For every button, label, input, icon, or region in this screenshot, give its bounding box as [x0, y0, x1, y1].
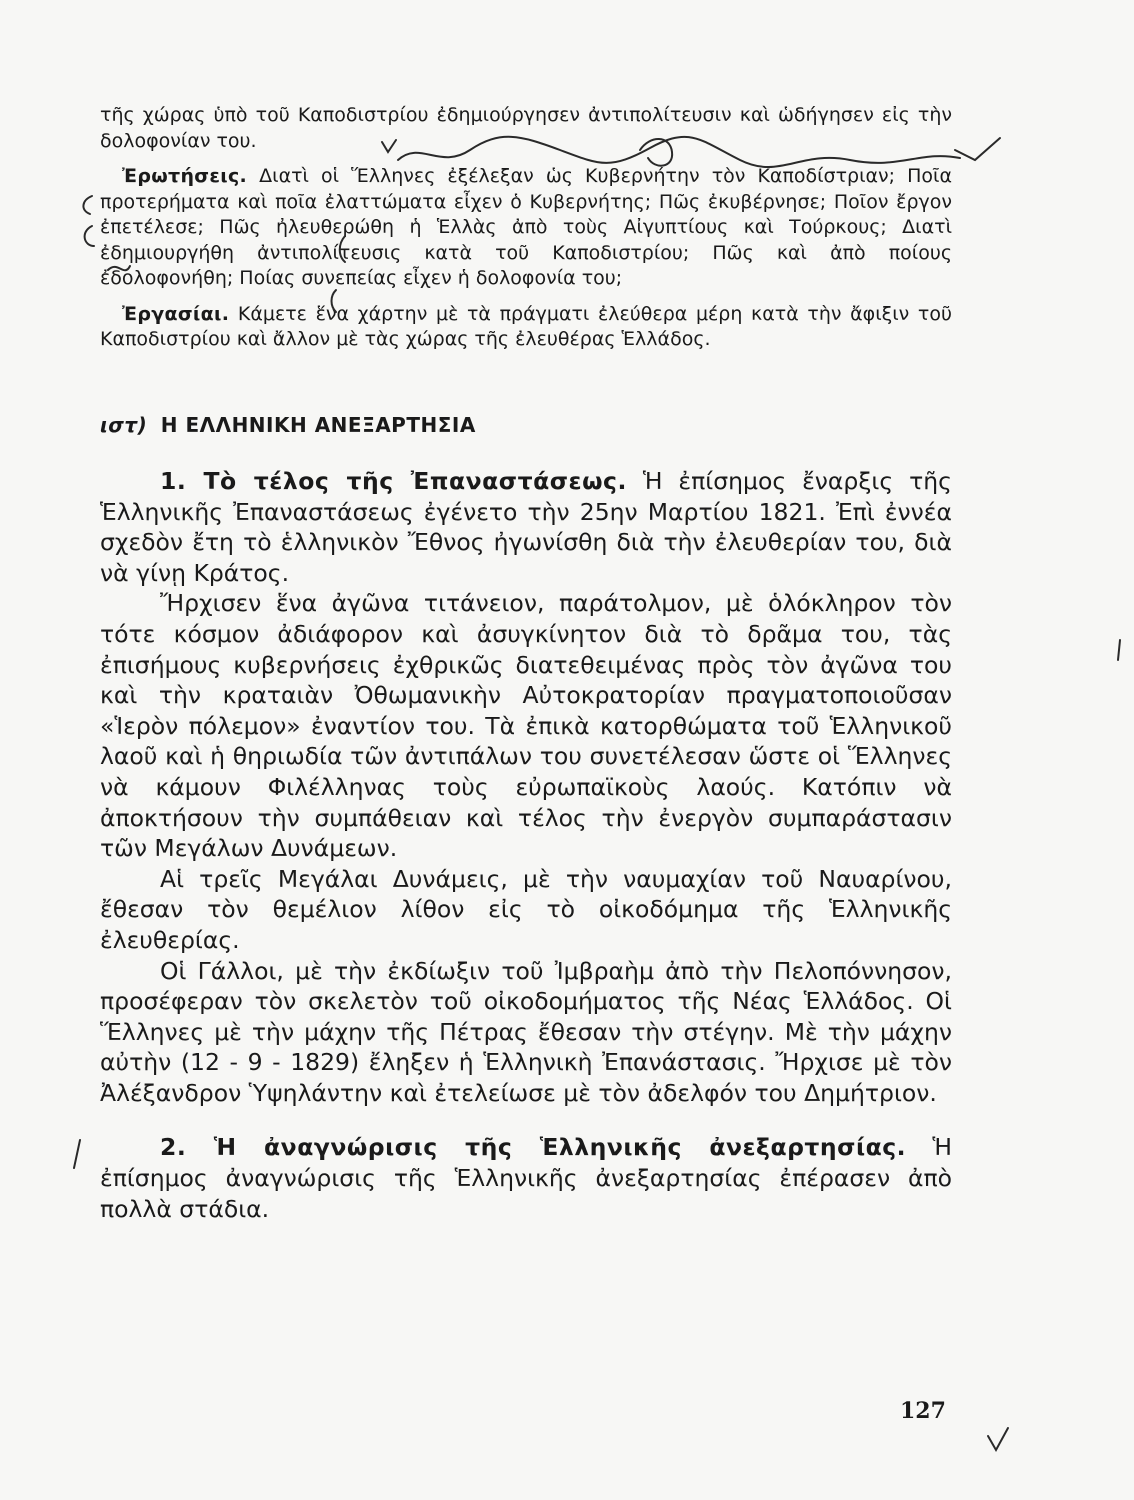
page-number: 127	[900, 1398, 946, 1424]
pencil-slash-margin	[74, 1140, 80, 1168]
pencil-mark-left-2	[85, 226, 94, 246]
pencil-tick-right	[1118, 640, 1120, 660]
pencil-scribble-top	[398, 137, 960, 167]
exercises-label: Ἐργασίαι.	[122, 302, 230, 325]
section1-p2: Ἤρχισεν ἕνα ἀγῶνα τιτάνειον, παράτολμον, μὲ ὁλόκληρον τὸν τότε κόσμον ἀδιάφορον καὶ ἀσυγκίνητον διὰ τὸ δρᾶμα του, τὰς ἐπισήμους κυβερνήσεις ἐχθρικῶς διατεθειμένας πρὸς τὸν ἀγῶνα του καὶ τὴν κραταιὰν Ὀθωμανικὴν Αὐτοκρατορίαν πραγματοποιοῦσαν «Ἱερὸν πόλεμον» ἐναντίον του. Τὰ ἐπικὰ κατορθώματα τοῦ Ἑλληνικοῦ λαοῦ καὶ ἡ θηριωδία τῶν ἀντιπάλων του συνετέλεσαν ὥστε οἱ Ἕλληνες νὰ κάμουν Φιλέλληνας τοὺς εὐρωπαϊκοὺς λαούς. Κατόπιν νὰ ἀποκτήσουν τὴν συμπάθειαν καὶ τέλος τὴν ἐνεργὸν συμπαράστασιν τῶν Μεγάλων Δυνάμεων.	[100, 589, 952, 863]
section2-text: Ἡ ἐπίσημος ἀναγνώρισις τῆς Ἑλληνικῆς ἀνεξαρτησίας ἐπέρασεν ἀπὸ πολλὰ στάδια.	[100, 1133, 952, 1223]
intro-text: τῆς χώρας ὑπὸ τοῦ Καποδιστρίου ἐδημιούργησεν ἀντιπολίτευσιν καὶ ὡδήγησεν εἰς τὴν δολοφονίαν του.	[100, 104, 952, 152]
exercises-text: Κάμετε ἕνα χάρτην μὲ τὰ πράγματι ἐλεύθερα μέρη κατὰ τὴν ἄφιξιν τοῦ Καποδιστρίου καὶ ἄλλον μὲ τὰς χώρας τῆς ἐλευθέρας Ἑλλάδος.	[100, 302, 952, 350]
pencil-check-bottom	[988, 1428, 1008, 1450]
section1-p4: Οἱ Γάλλοι, μὲ τὴν ἐκδίωξιν τοῦ Ἰμβραὴμ ἀπὸ τὴν Πελοπόννησον, προσέφεραν τὸν σκελετὸν τοῦ οἰκοδομήματος τῆς Νέας Ἑλλάδος. Οἱ Ἕλληνες μὲ τὴν μάχην τῆς Πέτρας ἔθεσαν τὴν στέγην. Μὲ τὴν μάχην αὐτὴν (12 - 9 - 1829) ἔληξεν ἡ Ἑλληνικὴ Ἐπανάστασις. Ἤρχισε μὲ τὸν Ἀλέξανδρον Ὑψηλάντην καὶ ἐτελείωσε μὲ τὸν ἀδελφόν του Δημήτριον.	[100, 956, 952, 1107]
chapter-title: Η ΕΛΛΗΝΙΚΗ ΑΝΕΞΑΡΤΗΣΙΑ	[160, 413, 476, 437]
section1-title: 1. Τὸ τέλος τῆς Ἐπαναστάσεως.	[160, 467, 627, 495]
pencil-bracket-1	[340, 236, 345, 262]
pencil-mark-questions-3	[108, 266, 130, 270]
section1-p1: Ἡ ἐπίσημος ἔναρξις τῆς Ἑλληνικῆς Ἐπαναστάσεως ἐγένετο τὴν 25ην Μαρτίου 1821. Ἐπὶ ἐννέα σχεδὸν ἔτη τὸ ἑλληνικὸν Ἔθνος ἠγωνίσθη διὰ τὴν ἐλευθερίαν του, διὰ νὰ γίνῃ Κράτος.	[100, 467, 952, 587]
pencil-check-intro	[382, 140, 396, 152]
questions-text: Διατὶ οἱ Ἕλληνες ἐξέλεξαν ὡς Κυβερνήτην τὸν Καποδίστριαν; Ποῖα προτερήματα καὶ ποῖα ἐλαττώματα εἶχεν ὁ Κυβερνήτης; Πῶς ἐκυβέρνησε; Ποῖον ἔργον ἐπετέλεσε; Πῶς ἠλευθερώθη ἡ Ἑλλὰς ἀπὸ τοὺς Αἰγυπτίους καὶ Τούρκους; Διατὶ ἐδημιουργήθη ἀντιπολίτευσις κατὰ τοῦ Καποδιστρίου; Πῶς καὶ ἀπὸ ποίους ἐδολοφονήθη; Ποίας συνεπείας εἶχεν ἡ δολοφονία του;	[100, 165, 952, 289]
pencil-bracket-2	[332, 290, 337, 312]
chapter-number: ιστ)	[100, 413, 148, 437]
section2-title: 2. Ἡ ἀναγνώρισις τῆς Ἑλληνικῆς ἀνεξαρτησίας.	[160, 1133, 907, 1162]
section1-p3: Αἱ τρεῖς Μεγάλαι Δυνάμεις, μὲ τὴν ναυμαχίαν τοῦ Ναυαρίνου, ἔθεσαν τὸν θεμέλιον λίθον εἰς τὸ οἰκοδόμημα τῆς Ἑλληνικῆς ἐλευθερίας.	[100, 864, 952, 954]
pencil-mark-left-1	[83, 196, 92, 214]
pencil-check-top-right	[955, 138, 1000, 160]
questions-label: Ἐρωτήσεις.	[122, 165, 248, 187]
pencil-scribble-loop	[640, 139, 672, 166]
